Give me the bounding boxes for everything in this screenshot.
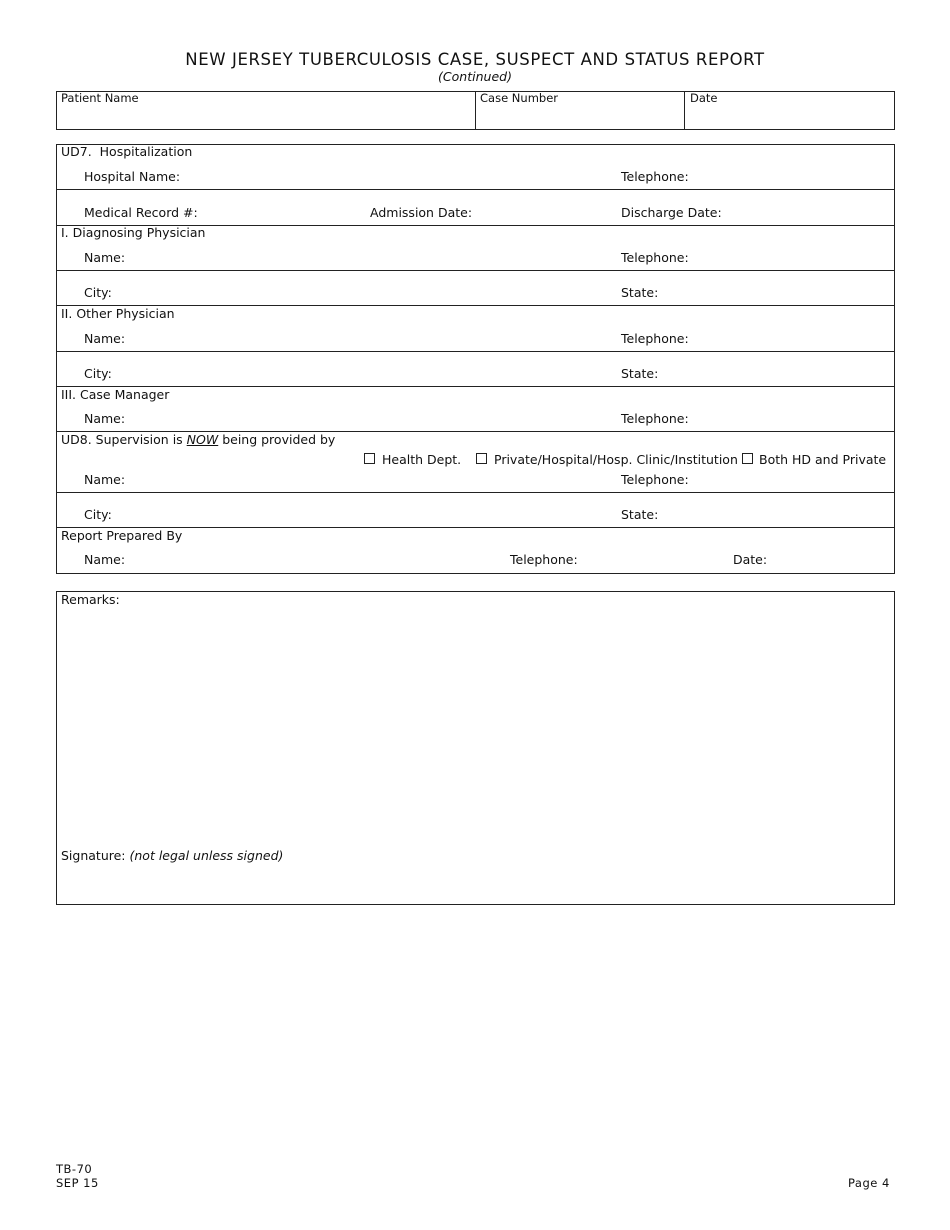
prepared-by-name-label: Name: bbox=[84, 552, 126, 567]
remarks-label: Remarks: bbox=[61, 592, 120, 607]
private-hospital-label: Private/Hospital/Hosp. Clinic/Institution bbox=[494, 452, 738, 467]
diagnosing-state-label: State: bbox=[621, 285, 659, 300]
case-manager-name-label: Name: bbox=[84, 411, 126, 426]
other-city-label: City: bbox=[84, 366, 112, 381]
supervision-name-label: Name: bbox=[84, 472, 126, 487]
supervision-city-label: City: bbox=[84, 507, 112, 522]
health-dept-label: Health Dept. bbox=[382, 452, 462, 467]
other-name-label: Name: bbox=[84, 331, 126, 346]
supervision-state-label: State: bbox=[621, 507, 659, 522]
diagnosing-city-label: City: bbox=[84, 285, 112, 300]
case-manager-telephone-label: Telephone: bbox=[621, 411, 689, 426]
signature-line bbox=[61, 848, 283, 863]
diagnosing-physician-heading: I. Diagnosing Physician bbox=[61, 225, 206, 240]
supervision-heading: UD8. Supervision is NOW being provided by bbox=[61, 432, 336, 447]
prepared-by-date-label: Date: bbox=[733, 552, 768, 567]
other-physician-heading: II. Other Physician bbox=[61, 306, 175, 321]
diagnosing-telephone-label: Telephone: bbox=[621, 250, 689, 265]
both-hd-private-checkbox[interactable] bbox=[742, 453, 753, 464]
medical-record-label: Medical Record #: bbox=[84, 205, 198, 220]
form-title: NEW JERSEY TUBERCULOSIS CASE, SUSPECT AND STATUS REPORT bbox=[185, 50, 765, 69]
health-dept-checkbox[interactable] bbox=[364, 453, 375, 464]
now-emphasis: NOW bbox=[186, 432, 219, 447]
signature-label: Signature: bbox=[61, 848, 130, 863]
supervision-telephone-label: Telephone: bbox=[621, 472, 689, 487]
form-revision: SEP 15 bbox=[56, 1176, 99, 1190]
both-hd-private-label: Both HD and Private bbox=[759, 452, 887, 467]
patient-name-label: Patient Name bbox=[61, 91, 139, 105]
page-number: Page 4 bbox=[848, 1176, 890, 1190]
prepared-by-telephone-label: Telephone: bbox=[510, 552, 578, 567]
hospital-name-label: Hospital Name: bbox=[84, 169, 181, 184]
date-label: Date bbox=[690, 91, 718, 105]
patient-name-field[interactable] bbox=[61, 91, 471, 129]
signature-note: (not legal unless signed) bbox=[129, 848, 284, 863]
other-state-label: State: bbox=[621, 366, 659, 381]
case-number-label: Case Number bbox=[480, 91, 558, 105]
hospitalization-heading: UD7. Hospitalization bbox=[61, 144, 193, 159]
form-id: TB-70 bbox=[56, 1162, 93, 1176]
hospital-telephone-label: Telephone: bbox=[621, 169, 689, 184]
private-hospital-checkbox[interactable] bbox=[476, 453, 487, 464]
admission-date-label: Admission Date: bbox=[370, 205, 473, 220]
date-field[interactable] bbox=[690, 91, 890, 129]
diagnosing-name-label: Name: bbox=[84, 250, 126, 265]
other-telephone-label: Telephone: bbox=[621, 331, 689, 346]
discharge-date-label: Discharge Date: bbox=[621, 205, 722, 220]
prepared-by-heading: Report Prepared By bbox=[61, 528, 183, 543]
case-manager-heading: III. Case Manager bbox=[61, 387, 170, 402]
case-number-field[interactable] bbox=[480, 91, 680, 129]
form-subtitle: (Continued) bbox=[438, 69, 512, 84]
